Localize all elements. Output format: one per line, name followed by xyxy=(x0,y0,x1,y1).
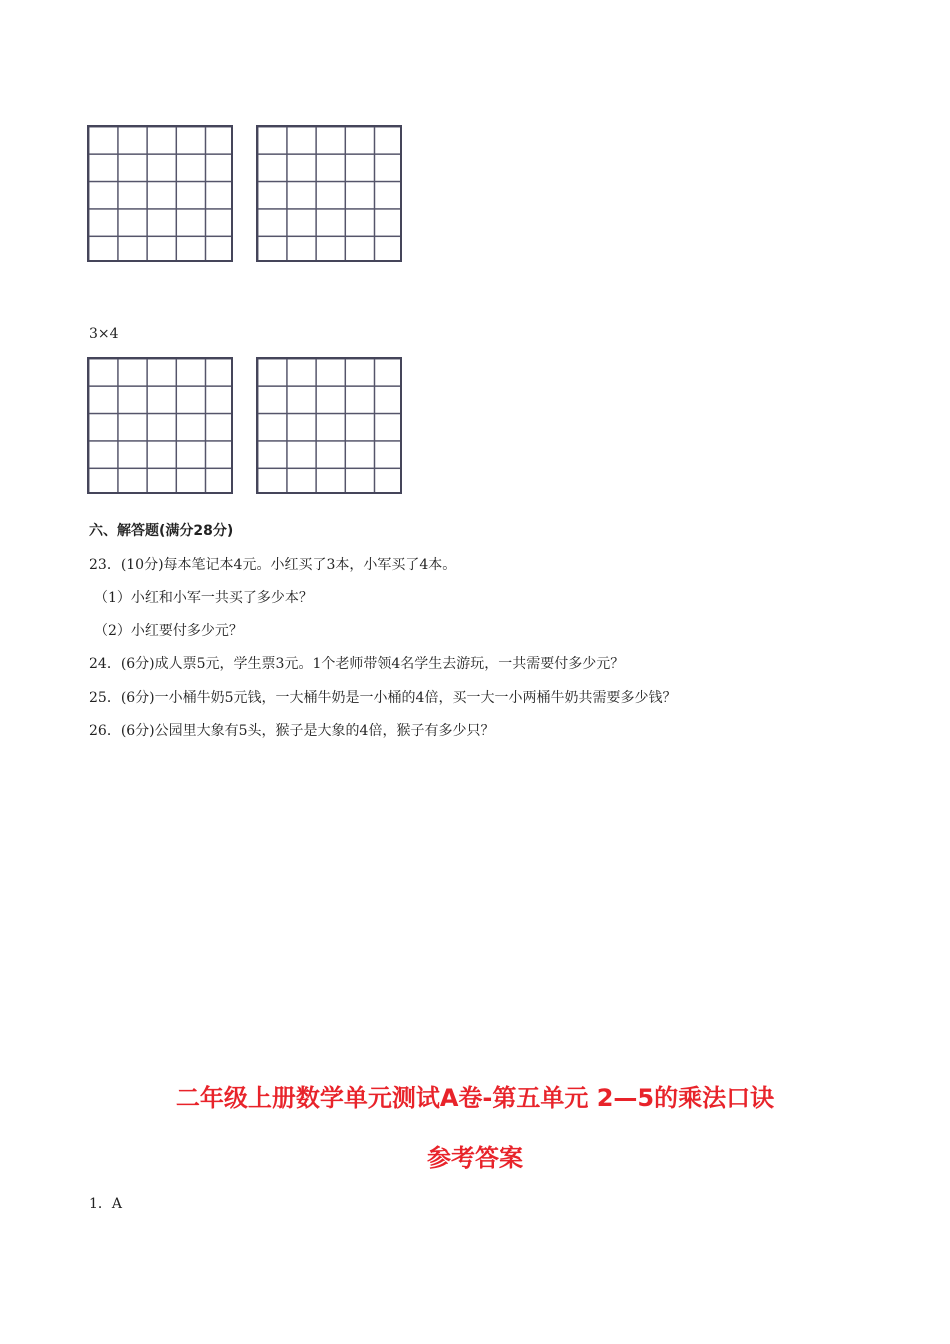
grid-label: 3×4 xyxy=(89,326,119,342)
answer-1: 1．A xyxy=(89,1196,123,1212)
answer-key-title: 二年级上册数学单元测试A卷-第五单元 2—5的乘法口诀 xyxy=(175,1084,775,1112)
question-26: 26．(6分)公园里大象有5头，猴子是大象的4倍，猴子有多少只？ xyxy=(89,723,495,739)
grid-box-4 xyxy=(256,357,402,494)
question-23: 23．(10分)每本笔记本4元。小红买了3本，小军买了4本。 xyxy=(89,557,457,573)
question-23-part-2: （2）小红要付多少元？ xyxy=(94,623,243,639)
section-title: 六、解答题(满分28分) xyxy=(89,523,234,539)
answer-key-subtitle: 参考答案 xyxy=(427,1144,523,1172)
grid-box-1 xyxy=(87,125,233,262)
grid-box-2 xyxy=(256,125,402,262)
grid-box-3 xyxy=(87,357,233,494)
question-24: 24．(6分)成人票5元，学生票3元。1个老师带领4名学生去游玩，一共需要付多少元？ xyxy=(89,656,625,672)
question-25: 25．(6分)一小桶牛奶5元钱，一大桶牛奶是一小桶的4倍，买一大一小两桶牛奶共需要多少钱？ xyxy=(89,690,677,706)
question-23-part-1: （1）小红和小军一共买了多少本？ xyxy=(94,590,313,606)
